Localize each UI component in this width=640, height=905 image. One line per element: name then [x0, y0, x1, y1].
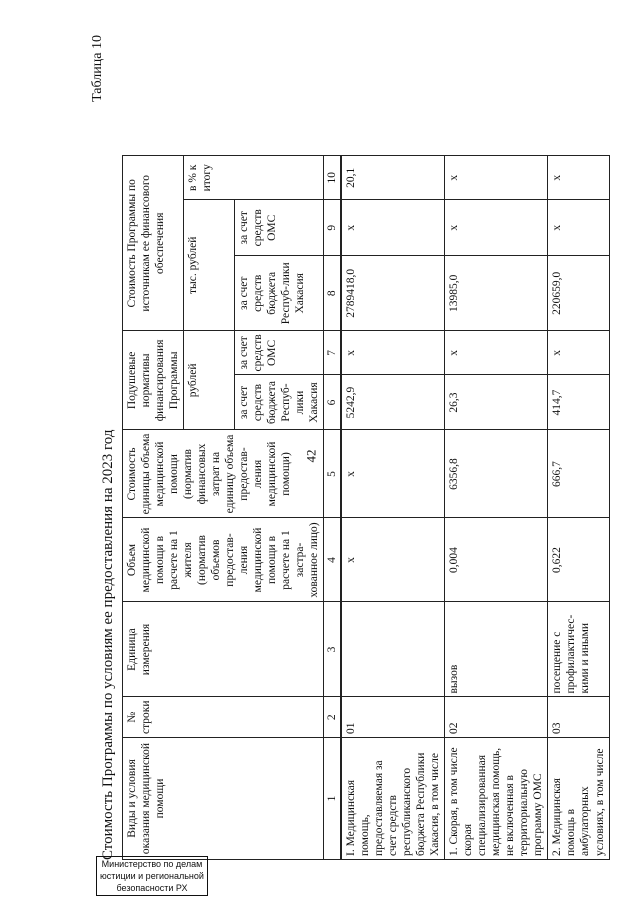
- row-number: 03: [548, 697, 609, 738]
- header-types-of-care: Виды и условия оказания медицинской помощи: [123, 738, 324, 860]
- row-unit-cost: 6356,8: [445, 430, 548, 518]
- page-title: Стоимость Программы по условиям ее предоставления на 2023 год: [100, 429, 116, 860]
- row-unit: посещение с профилактичес-кими и иными: [548, 602, 609, 697]
- row-volume: x: [341, 518, 445, 602]
- column-number: 10: [324, 156, 342, 200]
- header-per-capita-unit: рублей: [184, 331, 235, 430]
- column-number: 9: [324, 200, 342, 256]
- program-cost-table: [122, 155, 610, 860]
- page-number: 42: [303, 449, 319, 463]
- column-number: 3: [324, 602, 342, 697]
- header-cost-budget: за счет средств бюджета Респуб-лики Хакасия: [235, 256, 324, 331]
- row-cost-budget: 13985,0: [445, 256, 548, 331]
- header-volume: Объем медицинской помощи в расчете на 1 жителя (норматив объемов предостав-ления медицинской помощи в расчете на 1 застра-хованное лицо): [123, 518, 324, 602]
- header-cost-unit: тыс. рублей: [184, 200, 235, 331]
- row-per-capita-budget: 414,7: [548, 375, 609, 430]
- column-number: 2: [324, 697, 342, 738]
- row-per-capita-oms: x: [548, 331, 609, 375]
- header-row-1: [123, 156, 184, 860]
- header-row-number: № строки: [123, 697, 324, 738]
- row-unit-cost: 666,7: [548, 430, 609, 518]
- row-unit-cost: x: [341, 430, 445, 518]
- ministry-stamp: [96, 856, 208, 896]
- header-unit-cost: Стоимость единицы объема медицинской помощи (норматив финансовых затрат на единицу объема предостав-ления медицинской помощи): [123, 430, 324, 518]
- row-unit: вызов: [445, 602, 548, 697]
- header-cost-oms: за счет средств ОМС: [235, 200, 324, 256]
- row-per-capita-budget: 5242,9: [341, 375, 445, 430]
- column-number: 8: [324, 256, 342, 331]
- table-row: [445, 156, 548, 860]
- row-percent: x: [548, 156, 609, 200]
- stamp-line: Министерство по делам: [101, 859, 203, 869]
- row-cost-oms: x: [445, 200, 548, 256]
- row-name: 2. Медицинская помощь в амбулаторных условиях, в том числе: [548, 738, 609, 860]
- row-number: 02: [445, 697, 548, 738]
- stamp-line: безопасности РХ: [116, 883, 188, 893]
- row-per-capita-oms: x: [341, 331, 445, 375]
- row-percent: 20,1: [341, 156, 445, 200]
- column-number: 6: [324, 375, 342, 430]
- table-row: [341, 156, 445, 860]
- row-per-capita-budget: 26,3: [445, 375, 548, 430]
- rotated-page-content: [90, 30, 606, 870]
- row-number: 01: [341, 697, 445, 738]
- header-per-capita-budget: за счет средств бюджета Респуб-лики Хакасия: [235, 375, 324, 430]
- column-number: 7: [324, 331, 342, 375]
- header-unit: Единица измерения: [123, 602, 324, 697]
- row-cost-budget: 220659,0: [548, 256, 609, 331]
- row-name: 1. Скорая, в том числе скорая специализированная медицинская помощь, не включенная в территориальную программу ОМС: [445, 738, 548, 860]
- header-per-capita-group: Подушевые нормативы финансирования Программы: [123, 331, 184, 430]
- column-number-row: [324, 156, 342, 860]
- row-per-capita-oms: x: [445, 331, 548, 375]
- column-number: 5: [324, 430, 342, 518]
- header-percent: в % к итогу: [184, 156, 324, 200]
- row-cost-oms: x: [341, 200, 445, 256]
- row-cost-budget: 2789418,0: [341, 256, 445, 331]
- row-percent: x: [445, 156, 548, 200]
- column-number: 1: [324, 738, 342, 860]
- row-volume: 0,004: [445, 518, 548, 602]
- row-volume: 0,622: [548, 518, 609, 602]
- header-cost-group: Стоимость Программы по источникам ее финансового обеспечения: [123, 156, 184, 331]
- header-per-capita-oms: за счет средств ОМС: [235, 331, 324, 375]
- table-row: [548, 156, 609, 860]
- row-cost-oms: x: [548, 200, 609, 256]
- row-unit: [341, 602, 445, 697]
- table-label: Таблица 10: [90, 35, 105, 102]
- column-number: 4: [324, 518, 342, 602]
- stamp-line: юстиции и региональной: [100, 871, 204, 881]
- row-name: I. Медицинская помощь, предоставляемая за счет средств республиканского бюджета Республики Хакасия, в том числе: [341, 738, 445, 860]
